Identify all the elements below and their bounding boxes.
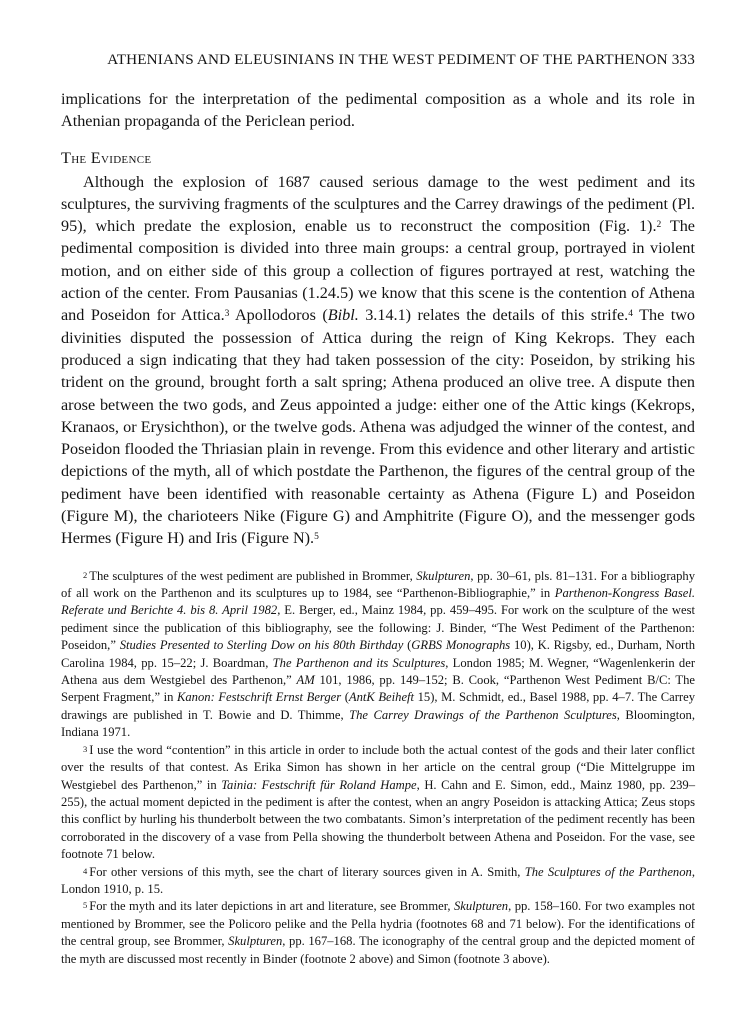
footnote-italic: GRBS Monographs <box>411 638 511 653</box>
footnotes <box>61 568 695 968</box>
evidence-text-3b: 3.14.1) relates the details of this strife. <box>358 306 629 325</box>
footnote-italic: Parthenon-Kongress Basel. Referate und Berichte 4. bis 8. April 1982 <box>61 586 695 618</box>
footnote-2 <box>61 568 695 742</box>
footnote-text: , London 1985; M. Wegner, “Wagenlenkerin der Athena aus dem Westgiebel des Parthenon,” <box>61 655 696 688</box>
footnote-italic: The Parthenon and its Sculptures <box>272 655 446 670</box>
footnote-ref-3[interactable]: 3 <box>224 309 230 320</box>
evidence-text-2: The pedimental composition is divided into three main groups: a central group, portrayed in violent motion, and on either side of this group a collection of figures portrayed at rest, watching the action of the center. From Pausanias (1.24.5) we know that this scene is the contention of Athena and Poseidon for Attica. <box>61 217 695 325</box>
running-head <box>61 50 695 69</box>
footnote-italic: Studies Presented to Sterling Dow on his 80th Birthday <box>119 638 404 653</box>
footnote-4 <box>61 864 695 899</box>
footnote-italic: Skulpturen <box>228 934 283 949</box>
footnote-number: 4 <box>83 865 88 876</box>
footnote-text: I use the word “contention” in this article in order to include both the actual contest of the gods and their later conflict over the results of that contest. As Erika Simon has shown in her article on the central group (“Die Mittelgruppe im Westgiebel des Parthenon,” in <box>61 742 695 792</box>
footnote-italic: The Sculptures of the Parthenon <box>524 864 692 879</box>
footnote-text: , pp. 30–61, pls. 81–131. For a bibliography of all work on the Parthenon and its sculptures up to 1984, see “Parthenon-Bibliographie,” in <box>61 568 695 601</box>
footnote-text: , pp. 158–160. For two examples not mentioned by Brommer, see the Policoro pelike and the Pella hydria (footnotes 68 and 71 below). For the identifications of the central group, see Brommer, <box>61 899 695 949</box>
footnote-text: , E. Berger, ed., Mainz 1984, pp. 459–495. For work on the sculpture of the west pediment since the publication of this bibliography, see the following: J. Binder, “The West Pediment of the Parthenon: Poseidon,” <box>61 603 695 653</box>
footnote-number: 5 <box>83 900 88 911</box>
evidence-text-1: Although the explosion of 1687 caused serious damage to the west pediment and its sculptures, the surviving fragments of the sculptures and the Carrey drawings of the pediment (Pl. 95), which predate the explosion, enable us to reconstruct the composition (Fig. 1). <box>61 172 695 236</box>
footnote-italic: AntK Beiheft <box>348 690 415 705</box>
footnote-text: , pp. 167–168. The iconography of the central group and the depicted moment of the myth are discussed most recently in Binder (footnote 2 above) and Simon (footnote 3 above). <box>61 934 696 966</box>
footnote-text: The sculptures of the west pediment are published in Brommer, <box>89 568 417 583</box>
footnote-ref-2[interactable]: 2 <box>656 220 662 231</box>
footnote-5 <box>61 898 695 968</box>
footnote-text: 10), K. Rigsby, ed., Durham, North Carolina 1984, pp. 15–22; J. Boardman, <box>61 638 695 670</box>
intro-paragraph: implications for the interpretation of the pedimental composition as a whole and its role in Athenian propaganda of the Periclean period. <box>61 90 695 131</box>
evidence-paragraph <box>61 171 695 550</box>
footnote-italic: Tainia: Festschrift für Roland Hampe <box>221 777 417 792</box>
footnote-text: , Bloomington, Indiana 1971. <box>61 707 696 740</box>
footnote-text: For the myth and its later depictions in art and literature, see Brommer, <box>89 899 454 914</box>
footnote-text: , H. Cahn and E. Simon, edd., Mainz 1980, pp. 239–255), the actual moment depicted in the pediment is after the contest, when an angry Poseidon is attacking Attica; Zeus stops this conflict by hurling his thunderbolt between the two combatants. Simon’s interpretation of the pediment recently has been corroborated in the discovery of a vase from Pella showing the thunderbolt between Athena and Poseidon. For the vase, see footnote 71 below. <box>61 777 696 862</box>
footnote-italic: Skulpturen <box>454 899 509 914</box>
footnote-text: For other versions of this myth, see the chart of literary sources given in A. Smith, <box>89 864 525 879</box>
footnote-text: 15), M. Schmidt, ed., Basel 1988, pp. 4–7. The Carrey drawings are published in T. Bowie and D. Thimme, <box>61 690 696 722</box>
footnote-number: 3 <box>83 743 88 754</box>
footnote-text: 101, 1986, pp. 149–152; B. Cook, “Parthenon West Pediment B/C: The Serpent Fragment,” in <box>61 673 696 705</box>
footnote-ref-4[interactable]: 4 <box>628 309 633 320</box>
page-number: 333 <box>671 51 695 68</box>
running-title: ATHENIANS AND ELEUSINIANS IN THE WEST PEDIMENT OF THE PARTHENON <box>107 51 668 68</box>
evidence-text-bibl: Bibl. <box>327 306 359 325</box>
evidence-text-3a: Apollodoros ( <box>229 306 328 325</box>
footnote-italic: Skulpturen <box>416 568 471 583</box>
footnote-italic: AM <box>296 673 315 688</box>
footnote-italic: Kanon: Festschrift Ernst Berger <box>176 690 342 705</box>
evidence-text-4: The two divinities disputed the possession of Attica during the reign of King Kekrops. They each produced a sign indicating that they had taken possession of the city: Poseidon, by striking his trident on the ground, brought forth a salt spring; Athena produced an olive tree. A dispute then arose between the two gods, and Zeus appointed a judge: either one of the Attic kings (Kekrops, Kranaos, or Erysichthon), or the twelve gods. Athena was adjudged the winner of the contest, and Poseidon flooded the Thriasian plain in revenge. From this evidence and other literary and artistic depictions of the myth, all of which postdate the Parthenon, the figures of the central group of the pediment have been identified with reasonable certainty as Athena (Figure L) and Poseidon (Figure M), the charioteers Nike (Figure G) and Amphitrite (Figure O), and the messenger gods Hermes (Figure H) and Iris (Figure N). <box>61 306 696 548</box>
footnote-text: , London 1910, p. 15. <box>61 864 695 896</box>
page <box>61 50 695 968</box>
section-heading: The Evidence <box>61 148 152 167</box>
footnote-text: ( <box>341 690 349 705</box>
footnote-number: 2 <box>83 569 88 580</box>
footnote-text: ( <box>403 638 412 653</box>
footnote-3 <box>61 742 695 864</box>
footnote-italic: The Carrey Drawings of the Parthenon Sculptures <box>349 707 617 722</box>
footnote-ref-5[interactable]: 5 <box>314 532 319 543</box>
